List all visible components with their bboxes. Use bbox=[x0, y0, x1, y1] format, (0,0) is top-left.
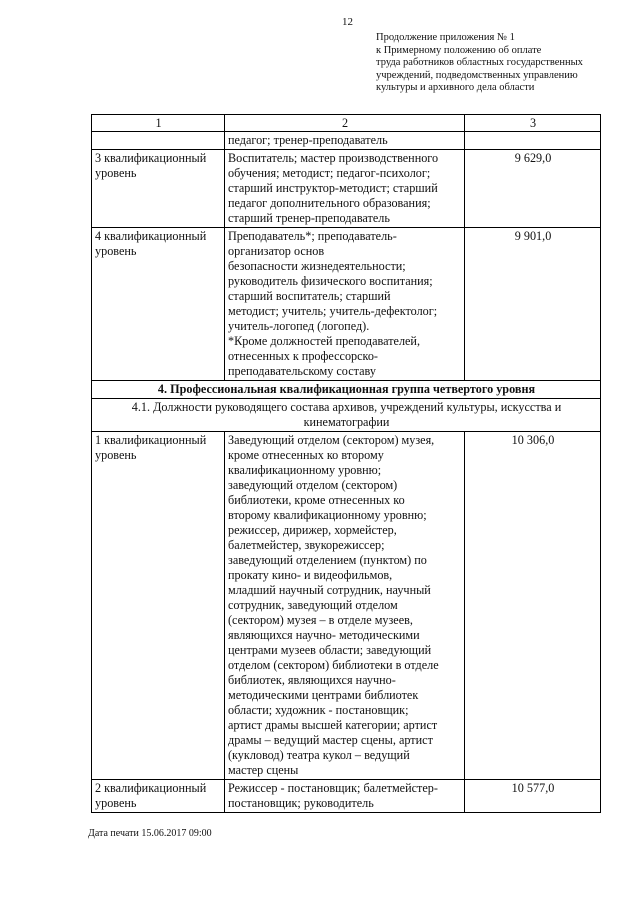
qualification-level: 1 квалификационный уровень bbox=[92, 432, 225, 780]
positions-cell: Воспитатель; мастер производственного обучения; методист; педагог-психолог; старший инструктор-методист; старший педагог дополнительного образования; старший тренер-преподаватель bbox=[225, 150, 465, 228]
header-line: Продолжение приложения № 1 bbox=[376, 32, 515, 43]
table-row bbox=[92, 432, 601, 780]
section-row bbox=[92, 381, 601, 399]
subsection-title: 4.1. Должности руководящего состава архивов, учреждений культуры, искусства и кинематографии bbox=[92, 399, 601, 432]
positions-cell: Заведующий отделом (сектором) музея, кроме отнесенных ко второму квалификационному уровню; заведующий отделом (сектором) библиотеки, кроме отнесенных ко второму квалификационному уровню; режиссер, дирижер, хормейстер, балетмейстер, звукорежиссер; заведующий отделением (пунктом) по прокату кино- и видеофильмов, младший научный сотрудник, научный сотрудник, заведующий отделом (сектором) музея – в отделе музеев, являющихся научно- методическими центрами музеев области; заведующий отделом (сектором) библиотеки в отделе библиотек, являющихся научно- методическими центрами библиотек области; художник - постановщик; артист драмы высшей категории; артист драмы – ведущий мастер сцены, артист (кукловод) театра кукол – ведущий мастер сцены bbox=[225, 432, 465, 780]
qualification-level: 2 квалификационный уровень bbox=[92, 780, 225, 813]
column-number: 3 bbox=[465, 115, 601, 132]
header-line: к Примерному положению об оплате bbox=[376, 44, 542, 56]
subsection-row bbox=[92, 399, 601, 432]
table-row bbox=[92, 228, 601, 381]
salary-value: 10 306,0 bbox=[465, 432, 601, 780]
column-number: 1 bbox=[92, 115, 225, 132]
qualification-level: 3 квалификационный уровень bbox=[92, 150, 225, 228]
positions-cell: Режиссер - постановщик; балетмейстер- постановщик; руководитель bbox=[225, 780, 465, 813]
table-row bbox=[92, 132, 601, 150]
header-line: учреждений, подведомственных управлению bbox=[376, 69, 578, 81]
column-number: 2 bbox=[225, 115, 465, 132]
salary-table bbox=[91, 114, 601, 813]
qualification-level: 4 квалификационный уровень bbox=[92, 228, 225, 381]
print-date: Дата печати 15.06.2017 09:00 bbox=[88, 828, 212, 839]
header-line: труда работников областных государственных bbox=[376, 57, 583, 69]
header-line: культуры и архивного дела области bbox=[376, 82, 535, 94]
section-title: 4. Профессиональная квалификационная группа четвертого уровня bbox=[92, 381, 601, 399]
table-row bbox=[92, 150, 601, 228]
page-number: 12 bbox=[342, 16, 353, 28]
positions-cell: педагог; тренер-преподаватель bbox=[225, 132, 465, 150]
table-row bbox=[92, 780, 601, 813]
column-number-row bbox=[92, 115, 601, 132]
salary-value: 10 577,0 bbox=[465, 780, 601, 813]
appendix-header bbox=[376, 32, 626, 95]
positions-cell: Преподаватель*; преподаватель- организатор основ безопасности жизнедеятельности; руководитель физического воспитания; старший воспитатель; старший методист; учитель; учитель-дефектолог; учитель-логопед (логопед). *Кроме должностей преподавателей, отнесенных к профессорско- преподавательскому составу bbox=[225, 228, 465, 381]
salary-value: 9 901,0 bbox=[465, 228, 601, 381]
salary-value: 9 629,0 bbox=[465, 150, 601, 228]
